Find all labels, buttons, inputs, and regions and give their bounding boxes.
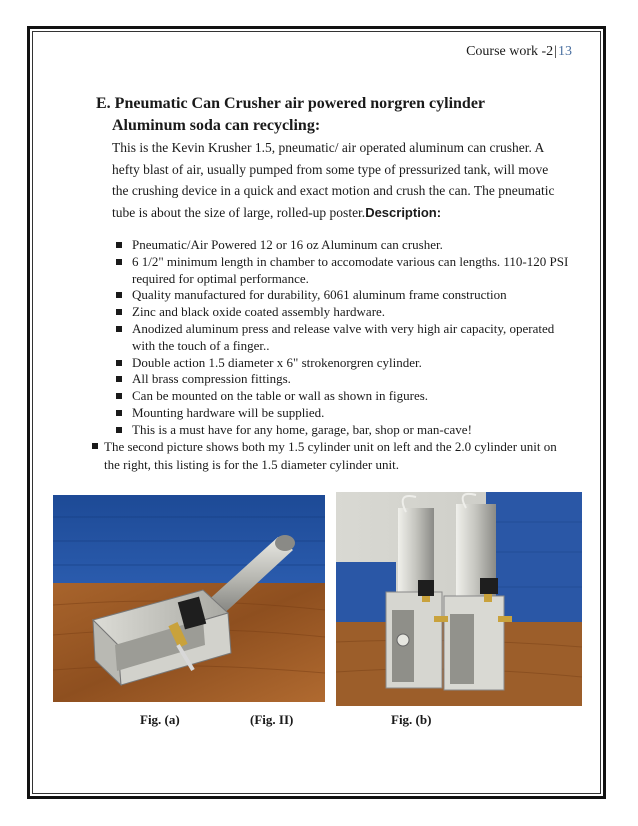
list-item: Pneumatic/Air Powered 12 or 16 oz Aluminum can crusher. <box>114 237 574 254</box>
caption-fig-ii: (Fig. II) <box>250 712 294 727</box>
page-number: 13 <box>558 44 572 59</box>
description-label: Description: <box>365 204 442 220</box>
list-item: 6 1/2" minimum length in chamber to accomodate various can lengths. 110-120 PSI required for optimal performance. <box>114 254 574 288</box>
section-heading <box>96 93 576 137</box>
page-separator: | <box>554 44 557 59</box>
photo-can-crusher-single <box>53 495 325 702</box>
list-item: Double action 1.5 diameter x 6" strokenorgren cylinder. <box>114 355 574 372</box>
intro-paragraph <box>112 137 567 223</box>
note-paragraph: The second picture shows both my 1.5 cylinder unit on left and the 2.0 cylinder unit on the right, this listing is for the 1.5 diameter cylinder unit. <box>91 438 574 474</box>
caption-fig-b: Fig. (b) <box>391 712 432 727</box>
caption-fig-a: Fig. (a) <box>140 712 180 727</box>
heading-line-1: E. Pneumatic Can Crusher air powered norgren cylinder <box>96 95 486 112</box>
list-item: Can be mounted on the table or wall as shown in figures. <box>114 388 574 405</box>
heading-line-2: Aluminum soda can recycling: <box>112 117 321 134</box>
list-item: Zinc and black oxide coated assembly hardware. <box>114 304 574 321</box>
photo-can-crusher-pair <box>336 492 582 706</box>
list-item: Quality manufactured for durability, 6061 aluminum frame construction <box>114 287 574 304</box>
intro-text: This is the Kevin Krusher 1.5, pneumatic/ air operated aluminum can crusher. A hefty blast of air, usually pumped from some type of pressurized tank, will move the crushing device in a quick and exact motion and crush the can. The pneumatic tube is about the size of large, rolled-up poster. <box>112 140 555 220</box>
list-item: All brass compression fittings. <box>114 371 574 388</box>
list-item: This is a must have for any home, garage, bar, shop or man-cave! <box>114 422 574 439</box>
list-item: Anodized aluminum press and release valve with very high air capacity, operated with the touch of a finger.. <box>114 321 574 355</box>
course-label: Course work -2 <box>466 44 554 59</box>
feature-list <box>114 237 574 439</box>
list-item: Mounting hardware will be supplied. <box>114 405 574 422</box>
page-header <box>466 44 572 60</box>
